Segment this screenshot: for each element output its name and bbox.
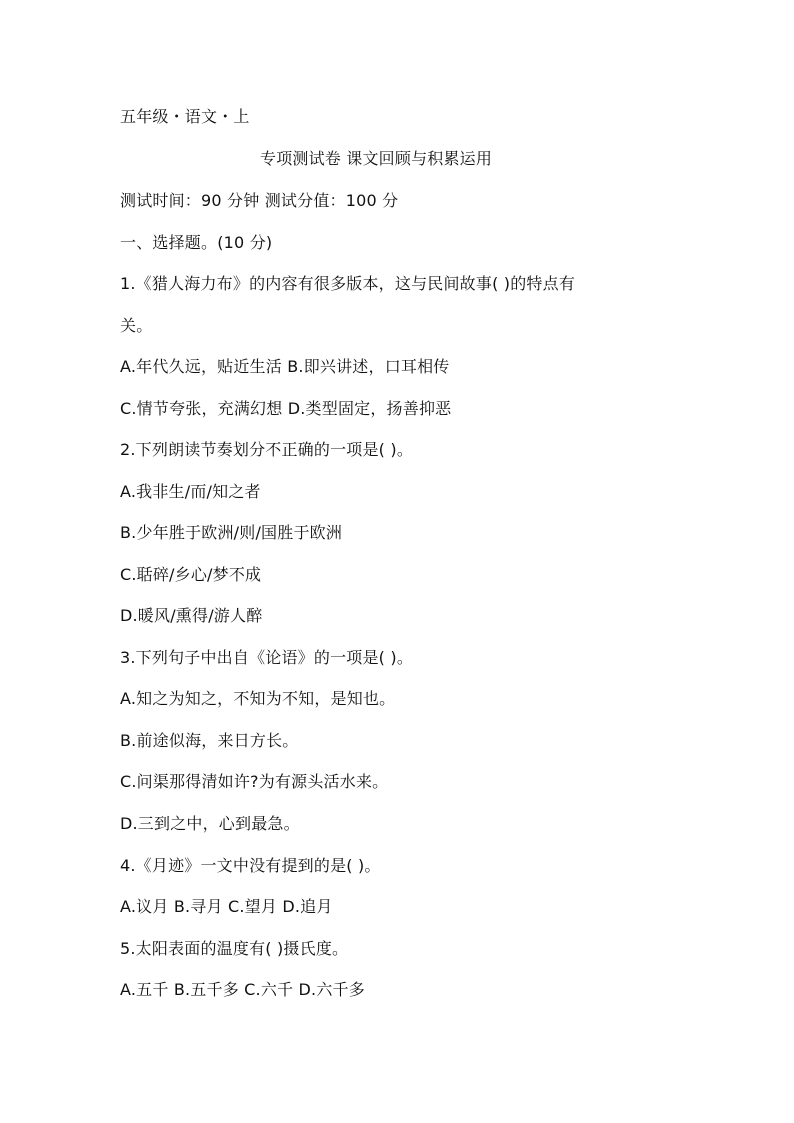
question-1-option: C.情节夸张，充满幻想 D.类型固定，扬善抑恶 — [120, 399, 452, 418]
test-info: 测试时间：90 分钟 测试分值：100 分 — [120, 191, 399, 210]
question-2-option: A.我非生/而/知之者 — [120, 482, 261, 501]
grade-line: 五年级・语文・上 — [120, 107, 250, 126]
question-4-stem: 4.《月迹》一文中没有提到的是( )。 — [120, 856, 381, 875]
question-3-option: A.知之为知之，不知为不知，是知也。 — [120, 689, 396, 708]
question-1-stem-continuation: 关。 — [120, 316, 153, 335]
question-3-stem: 3.下列句子中出自《论语》的一项是( )。 — [120, 648, 414, 667]
question-2-option: D.暖风/熏得/游人醉 — [120, 606, 263, 625]
section-heading: 一、选择题。(10 分) — [120, 233, 273, 252]
question-5-option: A.五千 B.五千多 C.六千 D.六千多 — [120, 980, 365, 999]
question-1-option: A.年代久远，贴近生活 B.即兴讲述，口耳相传 — [120, 357, 450, 376]
question-2-option: B.少年胜于欧洲/则/国胜于欧洲 — [120, 523, 343, 542]
question-3-option: D.三到之中，心到最急。 — [120, 814, 300, 833]
question-3-option: C.问渠那得清如许?为有源头活水来。 — [120, 772, 389, 791]
test-subtitle: 专项测试卷 课文回顾与积累运用 — [260, 149, 493, 168]
question-2-option: C.聒碎/乡心/梦不成 — [120, 565, 262, 584]
question-1-stem: 1.《猎人海力布》的内容有很多版本，这与民间故事( )的特点有 — [120, 274, 576, 293]
question-2-stem: 2.下列朗读节奏划分不正确的一项是( )。 — [120, 440, 414, 459]
question-5-stem: 5.太阳表面的温度有( )摄氏度。 — [120, 939, 349, 958]
question-3-option: B.前途似海，来日方长。 — [120, 731, 299, 750]
question-4-option: A.议月 B.寻月 C.望月 D.追月 — [120, 897, 333, 916]
